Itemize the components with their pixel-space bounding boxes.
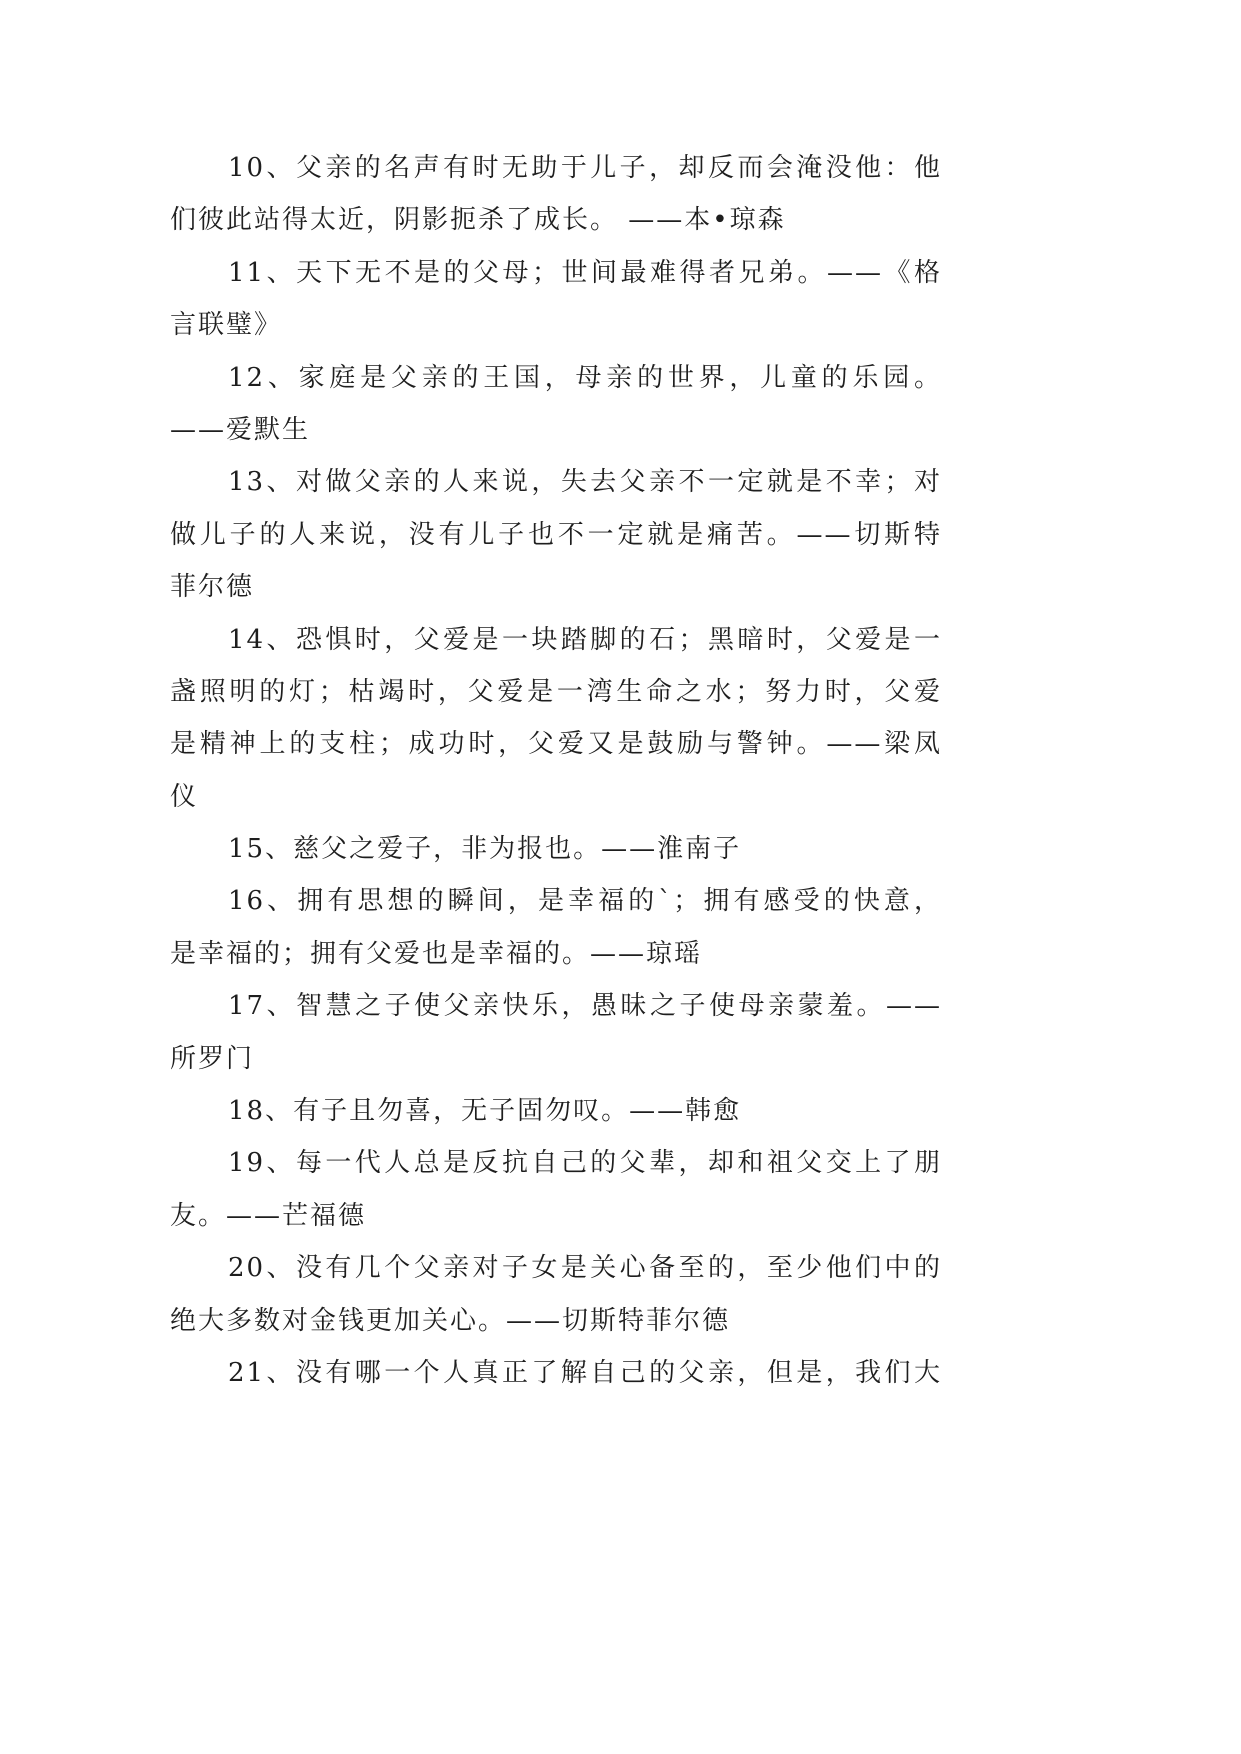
quote-paragraph-11 [170,247,942,352]
quote-paragraph-19 [170,1137,942,1242]
quote-line: 盏照明的灯；枯竭时，父爱是一湾生命之水；努力时，父爱 [170,676,942,707]
quote-line: 17、智慧之子使父亲快乐，愚昧之子使母亲蒙羞。—— [228,991,942,1022]
quote-line: 仪 [170,781,199,812]
quote-line: 21、没有哪一个人真正了解自己的父亲，但是，我们大 [228,1357,942,1388]
quote-paragraph-12 [170,352,942,457]
quote-line: 是精神上的支柱；成功时，父爱又是鼓励与警钟。——梁凤 [170,729,942,760]
quote-line: 言联璧》 [170,310,283,341]
quote-paragraph-13 [170,456,942,613]
quote-line: 友。——芒福德 [170,1200,367,1231]
quote-line: 菲尔德 [170,572,255,603]
quote-line: 做儿子的人来说，没有儿子也不一定就是痛苦。——切斯特 [170,519,942,550]
quote-line: 18、有子且勿喜，无子固勿叹。——韩愈 [228,1096,742,1127]
quote-line: 13、对做父亲的人来说，失去父亲不一定就是不幸；对 [228,467,942,498]
quote-paragraph-21 [170,1347,942,1399]
quote-line: 是幸福的；拥有父爱也是幸福的。——琼瑶 [170,938,703,969]
quote-line: 绝大多数对金钱更加关心。——切斯特菲尔德 [170,1305,731,1336]
quote-line: 14、恐惧时，父爱是一块踏脚的石；黑暗时，父爱是一 [228,624,942,655]
quote-line: 20、没有几个父亲对子女是关心备至的，至少他们中的 [228,1253,942,1284]
quote-line: 12、家庭是父亲的王国，母亲的世界，儿童的乐园。 [228,362,942,393]
quote-line: 19、每一代人总是反抗自己的父辈，却和祖父交上了朋 [228,1148,942,1179]
quote-paragraph-16 [170,875,942,980]
quote-line: 10、父亲的名声有时无助于儿子，却反而会淹没他：他 [228,153,942,183]
quote-paragraph-10 [170,142,942,247]
quote-paragraph-15 [170,823,942,875]
quote-paragraph-20 [170,1242,942,1347]
quote-line: 们彼此站得太近，阴影扼杀了成长。 ——本•琼森 [170,205,786,236]
quote-line: 16、拥有思想的瞬间，是幸福的`；拥有感受的快意， [228,886,942,917]
quote-line: 所罗门 [170,1043,255,1074]
quote-paragraph-14 [170,614,942,824]
quote-line: 15、慈父之爱子，非为报也。——淮南子 [228,834,742,865]
quote-paragraph-18 [170,1085,942,1137]
quote-line: 11、天下无不是的父母；世间最难得者兄弟。——《格 [228,257,942,288]
quote-paragraph-17 [170,980,942,1085]
quote-line: ——爱默生 [170,414,311,445]
document-body [170,142,942,1399]
